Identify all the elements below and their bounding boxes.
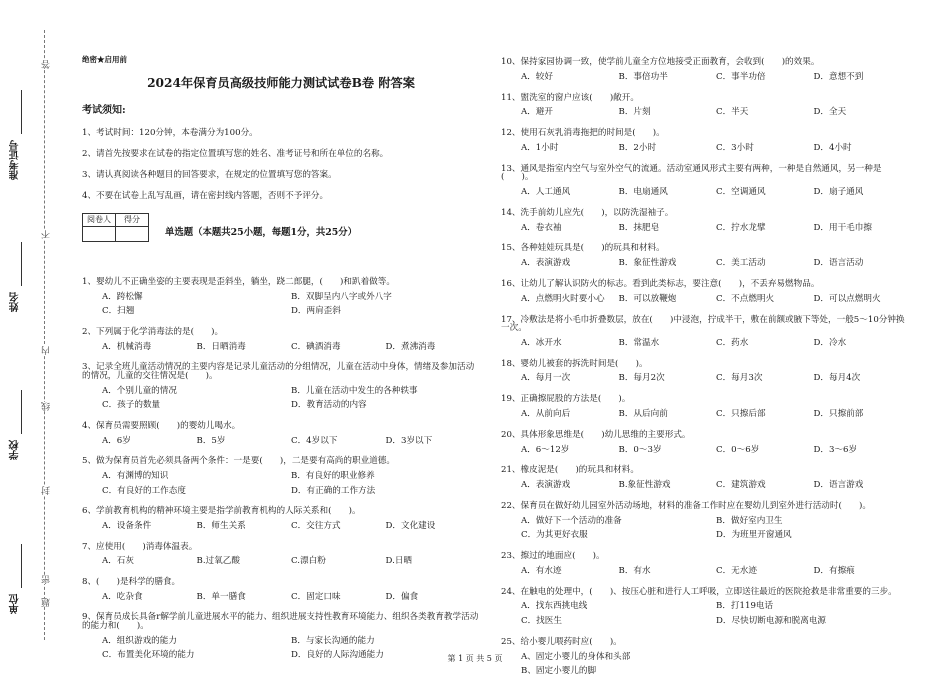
margin-fill-line[interactable]: [21, 242, 22, 286]
margin-label: 单位: [10, 594, 21, 614]
score-cell[interactable]: [116, 227, 149, 242]
answer-option[interactable]: A．表演游戏: [521, 258, 571, 269]
answer-option[interactable]: C．布置美化环境的能力: [102, 650, 195, 661]
answer-option[interactable]: D．偏食: [385, 591, 419, 602]
question-options: [501, 481, 911, 496]
answer-option[interactable]: C．固定口味: [291, 591, 341, 602]
page-title: 2024年保育员高级技师能力测试试卷B卷 附答案: [147, 75, 415, 90]
question-list-right: [501, 58, 911, 682]
answer-option[interactable]: D．扇子通风: [813, 187, 864, 198]
answer-option[interactable]: D．3～6岁: [813, 444, 858, 455]
answer-option[interactable]: B．打119电话: [716, 601, 774, 612]
margin-fill-line[interactable]: [21, 390, 22, 434]
answer-option[interactable]: B．日晒消毒: [196, 341, 246, 352]
answer-option[interactable]: B．5岁: [196, 435, 226, 446]
answer-option[interactable]: D．煮沸消毒: [385, 341, 436, 352]
answer-option[interactable]: C．3小时: [716, 142, 754, 153]
notice-item: 3、请认真阅读各种题目的回答要求，在规定的位置填写您的答案。: [82, 169, 337, 180]
answer-option[interactable]: D．4小时: [813, 142, 852, 153]
question-options: [82, 343, 480, 358]
answer-option[interactable]: C．有良好的工作态度: [102, 485, 186, 496]
answer-option[interactable]: B．电扇通风: [618, 187, 668, 198]
question-options: [82, 472, 480, 501]
answer-option[interactable]: B．从后向前: [618, 409, 668, 420]
answer-option[interactable]: D．文化建设: [385, 521, 436, 532]
answer-option[interactable]: A．点燃明火时要小心: [521, 293, 605, 304]
answer-option[interactable]: D．只擦前部: [813, 409, 864, 420]
answer-option[interactable]: C.漂白粉: [291, 556, 326, 567]
question-text: 14、洗手前幼儿应先( )，以防洗湿袖子。: [501, 207, 674, 218]
answer-option[interactable]: C．半天: [716, 107, 749, 118]
answer-option[interactable]: C．找医生: [521, 616, 562, 627]
question-text: 11、盥洗室的窗户应该( )敞开。: [501, 92, 639, 103]
answer-option[interactable]: C．为其更好衣服: [521, 530, 588, 541]
answer-option[interactable]: C．拧水龙擘: [716, 222, 766, 233]
answer-option[interactable]: B．与家长沟通的能力: [291, 635, 375, 646]
answer-option[interactable]: D．为班里开窗通风: [716, 530, 792, 541]
answer-option[interactable]: D．3岁以下: [385, 435, 433, 446]
answer-option[interactable]: D．语言活动: [813, 258, 864, 269]
answer-option[interactable]: A．较好: [521, 71, 553, 82]
answer-option[interactable]: B.过氧乙酸: [196, 556, 240, 567]
notice-item: 4、不要在试卷上乱写乱画，请在密封线内答题，否则不予评分。: [82, 190, 329, 201]
question-options: [501, 517, 911, 546]
answer-option[interactable]: A．6岁: [102, 435, 131, 446]
answer-option[interactable]: A．个别儿童的情况: [102, 385, 177, 396]
answer-option[interactable]: D．语言游戏: [813, 480, 864, 491]
answer-option[interactable]: C．美工活动: [716, 258, 766, 269]
answer-option[interactable]: B、固定小婴儿的脚: [521, 666, 597, 677]
margin-label: 准考证号: [10, 140, 21, 180]
question-options: [82, 387, 480, 416]
answer-option[interactable]: D．可以点燃明火: [813, 293, 881, 304]
answer-option[interactable]: C．不点燃明火: [716, 293, 775, 304]
seal-line-mark: 内: [42, 346, 52, 355]
score-area: [82, 213, 480, 242]
question-text: 25、给小婴儿喂药时应( )。: [501, 636, 622, 647]
question-text: 1、婴幼儿不正确坐姿的主要表现是歪斜坐，躺坐，跷二郎腿，( )和趴着做等。: [82, 277, 395, 288]
answer-option[interactable]: A．冰开水: [521, 337, 562, 348]
answer-option[interactable]: A．1小时: [521, 142, 559, 153]
answer-option[interactable]: A．卷衣袖: [521, 222, 562, 233]
answer-option[interactable]: C．药水: [716, 337, 749, 348]
answer-option[interactable]: B．事倍功半: [618, 71, 668, 82]
answer-option[interactable]: A．避开: [521, 107, 553, 118]
question-text: 15、各种娃娃玩具是( )的玩具和材料。: [501, 243, 665, 254]
answer-option[interactable]: B．象征性游戏: [618, 258, 677, 269]
answer-option[interactable]: B．单一膳食: [196, 591, 246, 602]
question-text: 16、让幼儿了解认识防火的标志。看到此类标志，要注意( )，不丢弃易燃物品。: [501, 278, 820, 289]
question-options: [82, 522, 480, 537]
question-options: [82, 293, 480, 322]
answer-option[interactable]: C．建筑游戏: [716, 480, 766, 491]
answer-option[interactable]: A．有渊博的知识: [102, 471, 169, 482]
answer-option[interactable]: B．师生关系: [196, 521, 246, 532]
answer-option[interactable]: A、固定小婴儿的身体和头部: [521, 651, 631, 662]
answer-option[interactable]: A．有水迹: [521, 565, 562, 576]
notice-item: 2、请首先按要求在试卷的指定位置填写您的姓名、准考证号和所在单位的名称。: [82, 148, 389, 159]
answer-option[interactable]: A．吃杂食: [102, 591, 143, 602]
seal-line-mark: 不: [42, 230, 52, 239]
answer-option[interactable]: B．2小时: [618, 142, 657, 153]
question-options: [501, 73, 911, 88]
score-header: 得分: [116, 214, 149, 227]
margin-fill-line[interactable]: [21, 544, 22, 588]
question-options: [82, 593, 480, 608]
question-options: [501, 224, 911, 239]
seal-line-mark: 密: [42, 575, 52, 584]
question-text: 21、橡皮泥是( )的玩具和材料。: [501, 465, 639, 476]
answer-option[interactable]: C．事半功倍: [716, 71, 766, 82]
answer-option[interactable]: D．良好的人际沟通能力: [291, 650, 384, 661]
answer-option[interactable]: C．只擦后部: [716, 409, 766, 420]
question-text: 7、应使用( )消毒体温表。: [82, 541, 198, 552]
reviewer-cell[interactable]: [83, 227, 116, 242]
question-options: [501, 567, 911, 582]
question-list-left: [82, 278, 480, 666]
score-table: [82, 213, 149, 242]
question-options: [501, 339, 911, 354]
notice-title: 考试须知:: [82, 104, 126, 116]
question-text: 2、下列属于化学消毒法的是( )。: [82, 327, 224, 338]
reviewer-header: 阅卷人: [83, 214, 116, 227]
notice-list: [82, 129, 480, 201]
answer-option[interactable]: B．0～3岁: [618, 444, 662, 455]
question-text: 24、在触电的处理中，( )、按压心脏和进行人工呼吸，立即送往最近的医院抢救是非常重要的三步。: [501, 586, 897, 597]
right-column: [501, 58, 911, 688]
question-text: 5、做为保育员首先必须具备两个条件：一是要( )，二是要有高尚的职业道德。: [82, 456, 395, 467]
answer-option[interactable]: C．0～6岁: [716, 444, 760, 455]
answer-option[interactable]: C．4岁以下: [291, 435, 338, 446]
answer-option[interactable]: C．碘酒消毒: [291, 341, 341, 352]
notice-item: 1、考试时间：120分钟，本卷满分为100分。: [82, 127, 258, 138]
question-options: [501, 259, 911, 274]
seal-line-mark: 封: [42, 486, 52, 495]
answer-option[interactable]: A．找东西挑电线: [521, 601, 588, 612]
answer-option[interactable]: C．无水迹: [716, 565, 757, 576]
seal-line-mark: 答: [42, 60, 52, 69]
answer-option[interactable]: C．交往方式: [291, 521, 341, 532]
answer-option[interactable]: A．每月一次: [521, 373, 571, 384]
answer-option[interactable]: D．尽快切断电源和脱离电源: [716, 616, 827, 627]
question-text: 10、保持家园协调一致，使学前儿童全方位地接受正面教育，会收到( )的效果。: [501, 57, 820, 67]
answer-option[interactable]: D．全天: [813, 107, 847, 118]
answer-option[interactable]: B．常温水: [618, 337, 660, 348]
section-title: 单选题（本题共25小题，每题1分，共25分）: [165, 227, 357, 239]
answer-option[interactable]: D．用干毛巾擦: [813, 222, 872, 233]
answer-option[interactable]: A．从前向后: [521, 409, 571, 420]
question-text: 22、保育员在做好幼儿园室外活动场地，材料的准备工作时应在婴幼儿到室外进行活动时( )。: [501, 500, 871, 511]
seal-line-mark: 题: [42, 598, 52, 607]
question-options: [82, 557, 480, 572]
question-options: [501, 446, 911, 461]
answer-option[interactable]: D.日晒: [385, 556, 413, 567]
answer-option[interactable]: A．组织游戏的能力: [102, 635, 177, 646]
seal-line-mark: 线: [42, 402, 52, 411]
question-text: 19、正确擦屁股的方法是( )。: [501, 394, 631, 405]
question-options: [501, 410, 911, 425]
question-text: 13、通风是指室内空气与室外空气的流通。活动室通风形式主要有两种，一种是自然通风，另一种是( )。: [501, 163, 882, 183]
answer-option[interactable]: C．扫翘: [102, 306, 135, 317]
question-text: 17、冷敷法是将小毛巾折叠数层，放在( )中浸泡，拧成半干，敷在前额或腋下等处，一般5～10分钟换一次。: [501, 314, 905, 334]
answer-option[interactable]: A．设备条件: [102, 521, 152, 532]
answer-option[interactable]: B．片刻: [618, 107, 651, 118]
question-options: [501, 108, 911, 123]
answer-option[interactable]: D．两肩歪斜: [291, 306, 341, 317]
margin-label: 姓名: [10, 292, 21, 312]
question-options: [82, 437, 480, 452]
answer-option[interactable]: A．跨松懈: [102, 291, 143, 302]
page-footer: 第 1 页 共 5 页: [447, 654, 503, 663]
answer-option[interactable]: A．石灰: [102, 556, 134, 567]
question-options: [501, 295, 911, 310]
question-text: 3、记录全班儿童活动情况的主要内容是记录儿童活动的分组情况，儿童在活动中身体，情绪及参加活动的情况，儿童的交往情况是( )。: [82, 362, 475, 382]
answer-option[interactable]: A．表演游戏: [521, 480, 571, 491]
question-text: 20、具体形象思维是( )幼儿思维的主要形式。: [501, 429, 691, 440]
answer-option[interactable]: D．有擦痕: [813, 565, 855, 576]
question-options: [501, 188, 911, 203]
answer-option[interactable]: D．有正确的工作方法: [291, 485, 376, 496]
question-text: 4、保育员需要照顾( )的婴幼儿喝水。: [82, 420, 241, 431]
answer-option[interactable]: C．每月3次: [716, 373, 763, 384]
answer-option[interactable]: D．教育活动的内容: [291, 400, 367, 411]
question-options: [501, 144, 911, 159]
left-column: [82, 56, 480, 672]
answer-option[interactable]: C．空调通风: [716, 187, 766, 198]
answer-option[interactable]: C．孩子的数量: [102, 400, 161, 411]
answer-option[interactable]: D．冷水: [813, 337, 847, 348]
answer-option[interactable]: B．有水: [618, 565, 651, 576]
question-text: 6、学前教育机构的精神环境主要是指学前教育机构的人际关系和( )。: [82, 506, 361, 517]
answer-option[interactable]: B．可以放鞭炮: [618, 293, 677, 304]
question-options: [501, 602, 911, 631]
answer-option[interactable]: D．每月4次: [813, 373, 861, 384]
margin-label: 学校: [10, 440, 21, 460]
answer-option[interactable]: A．人工通风: [521, 187, 571, 198]
question-text: 8、( )是科学的膳食。: [82, 577, 181, 588]
answer-option[interactable]: B．儿童在活动中发生的各种轶事: [291, 385, 418, 396]
answer-option[interactable]: B．每月2次: [618, 373, 665, 384]
secret-label: 绝密★启用前: [82, 55, 127, 64]
answer-option[interactable]: B．抹肥皂: [618, 222, 660, 233]
answer-option[interactable]: B.象征性游戏: [618, 480, 671, 491]
answer-option[interactable]: A．机械消毒: [102, 341, 152, 352]
margin-fill-line[interactable]: [21, 90, 22, 134]
answer-option[interactable]: D．意想不到: [813, 71, 864, 82]
question-text: 23、擦过的地面应( )。: [501, 551, 605, 562]
question-options: [501, 374, 911, 389]
seal-dashed-line: [44, 30, 45, 640]
answer-option[interactable]: B．有良好的职业修养: [291, 471, 375, 482]
question-text: 12、使用石灰乳消毒拖把的时间是( )。: [501, 128, 665, 139]
question-text: 9、保育员成长具备r解学前儿童进展水平的能力、组织进展支持性教育环境能力、组织各类教育教学活动的能力和( )。: [82, 612, 479, 632]
question-text: 18、婴幼儿被套的拆洗时间是( )。: [501, 358, 648, 369]
binding-margin: [0, 0, 60, 671]
answer-option[interactable]: B．双脚呈内八字或外八字: [291, 291, 392, 302]
answer-option[interactable]: B．做好室内卫生: [716, 515, 783, 526]
answer-option[interactable]: A．做好下一个活动的准备: [521, 515, 622, 526]
answer-option[interactable]: A．6～12岁: [521, 444, 570, 455]
